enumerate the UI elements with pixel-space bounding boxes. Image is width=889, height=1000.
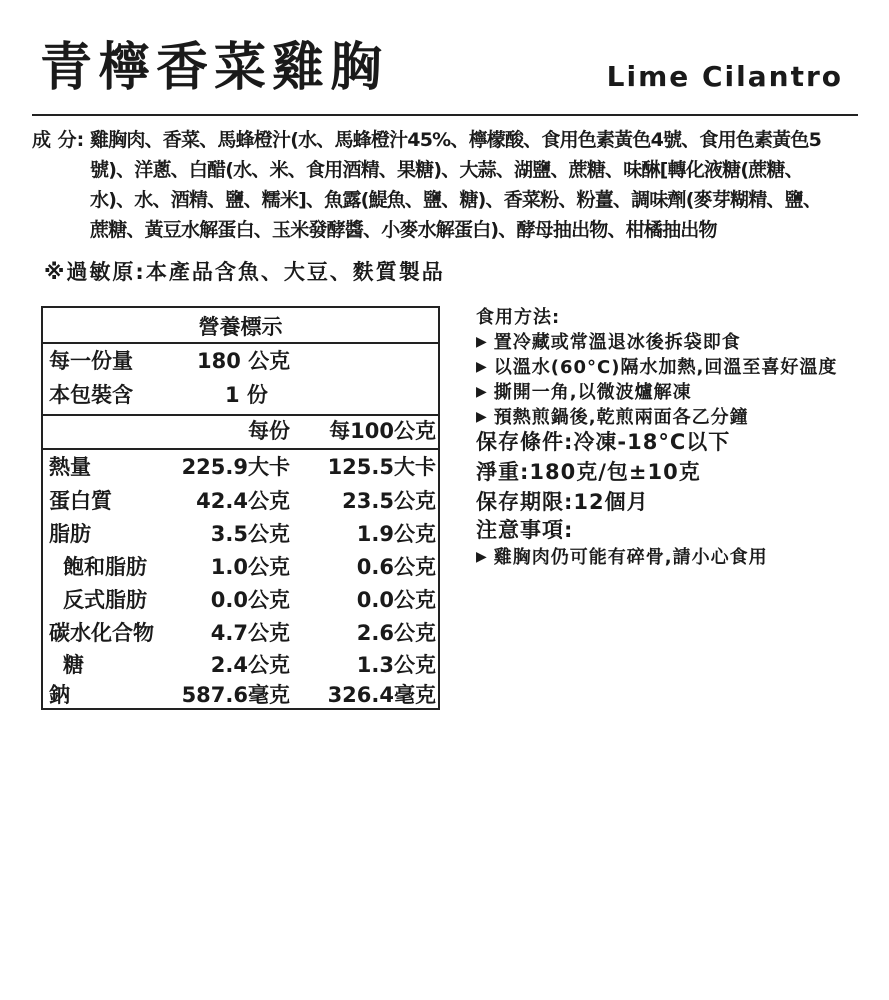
- nutrient-per-serving: 42.4公克: [196, 489, 290, 513]
- product-title: 青檸香菜雞胸: [40, 38, 389, 98]
- usage-step: ▶ 預熱煎鍋後,乾煎兩面各乙分鐘: [476, 407, 749, 428]
- nutrition-divider: [43, 448, 438, 450]
- nutrient-per-serving: 225.9大卡: [181, 455, 290, 479]
- product-subtitle: Lime Cilantro: [606, 60, 843, 93]
- nutrient-per-serving: 3.5公克: [210, 522, 290, 546]
- triangle-right-icon: ▶: [476, 409, 488, 425]
- nutrition-divider: [43, 342, 438, 344]
- nutrient-per-serving: 587.6毫克: [181, 683, 290, 707]
- header-divider: [32, 114, 858, 116]
- nutrition-title: 營養標示: [198, 315, 283, 339]
- triangle-right-icon: ▶: [476, 359, 488, 375]
- nutrient-per-100g: 125.5大卡: [327, 455, 436, 479]
- nutrient-per-serving: 4.7公克: [210, 621, 290, 645]
- ingredients-text: 雞胸肉、香菜、馬蜂橙汁(水、馬蜂橙汁45%、檸檬酸、食用色素黃色4號、食用色素黃色5號)、洋蔥、白醋(水、米、食用酒精、果糖)、大蒜、湖鹽、蔗糖、味醂[轉化液糖(蔗糖、水)、水、酒精、鹽、糯米]、魚露(鯷魚、鹽、糖)、香菜粉、粉薑、調味劑(麥芽糊精、鹽、蔗糖、黃豆水解蛋白、玉米發酵醬、小麥水解蛋白)、酵母抽出物、柑橘抽出物: [90, 129, 822, 241]
- ingredients-label: 成 分:: [32, 129, 85, 151]
- triangle-right-icon: ▶: [476, 334, 488, 350]
- column-header-per-serving: 每份: [248, 419, 290, 443]
- usage-step: ▶ 以溫水(60°C)隔水加熱,回溫至喜好溫度: [476, 357, 838, 378]
- column-header-per-100g: 每100公克: [329, 419, 436, 443]
- nutrient-name-sugar: 糖: [63, 653, 84, 677]
- nutrient-per-100g: 1.3公克: [356, 653, 436, 677]
- nutrient-name-energy: 熱量: [49, 455, 91, 479]
- triangle-right-icon: ▶: [476, 384, 488, 400]
- nutrient-name-trans-fat: 反式脂肪: [63, 588, 147, 612]
- usage-step: ▶ 撕開一角,以微波爐解凍: [476, 382, 692, 403]
- nutrient-name-protein: 蛋白質: [49, 489, 112, 513]
- nutrient-per-100g: 1.9公克: [356, 522, 436, 546]
- nutrition-table: [41, 306, 440, 710]
- serving-size-label: 每一份量: [49, 349, 133, 373]
- notice-item: ▶ 雞胸肉仍可能有碎骨,請小心食用: [476, 547, 768, 568]
- nutrient-per-100g: 2.6公克: [356, 621, 436, 645]
- nutrient-per-serving: 2.4公克: [210, 653, 290, 677]
- nutrient-name-sodium: 鈉: [49, 683, 70, 707]
- storage-condition: 保存條件:冷凍-18°C以下: [476, 430, 731, 454]
- nutrient-name-carbohydrate: 碳水化合物: [49, 621, 154, 645]
- nutrient-per-100g: 326.4毫克: [327, 683, 436, 707]
- allergen-notice: ※過敏原:本產品含魚、大豆、麩質製品: [44, 260, 445, 284]
- notice-title: 注意事項:: [476, 518, 574, 542]
- nutrient-name-fat: 脂肪: [49, 522, 91, 546]
- triangle-right-icon: ▶: [476, 549, 488, 565]
- serving-size-value: 180 公克: [197, 349, 291, 373]
- nutrient-per-serving: 0.0公克: [210, 588, 290, 612]
- nutrient-per-serving: 1.0公克: [210, 555, 290, 579]
- shelf-life: 保存期限:12個月: [476, 490, 649, 514]
- nutrient-per-100g: 23.5公克: [342, 489, 436, 513]
- servings-per-pack-label: 本包裝含: [49, 383, 133, 407]
- nutrient-per-100g: 0.6公克: [356, 555, 436, 579]
- usage-step: ▶ 置冷藏或常溫退冰後拆袋即食: [476, 332, 741, 353]
- servings-per-pack-value: 1 份: [225, 383, 268, 407]
- usage-title: 食用方法:: [476, 307, 561, 328]
- nutrient-name-saturated-fat: 飽和脂肪: [63, 555, 147, 579]
- nutrient-per-100g: 0.0公克: [356, 588, 436, 612]
- net-weight: 淨重:180克/包±10克: [476, 460, 701, 484]
